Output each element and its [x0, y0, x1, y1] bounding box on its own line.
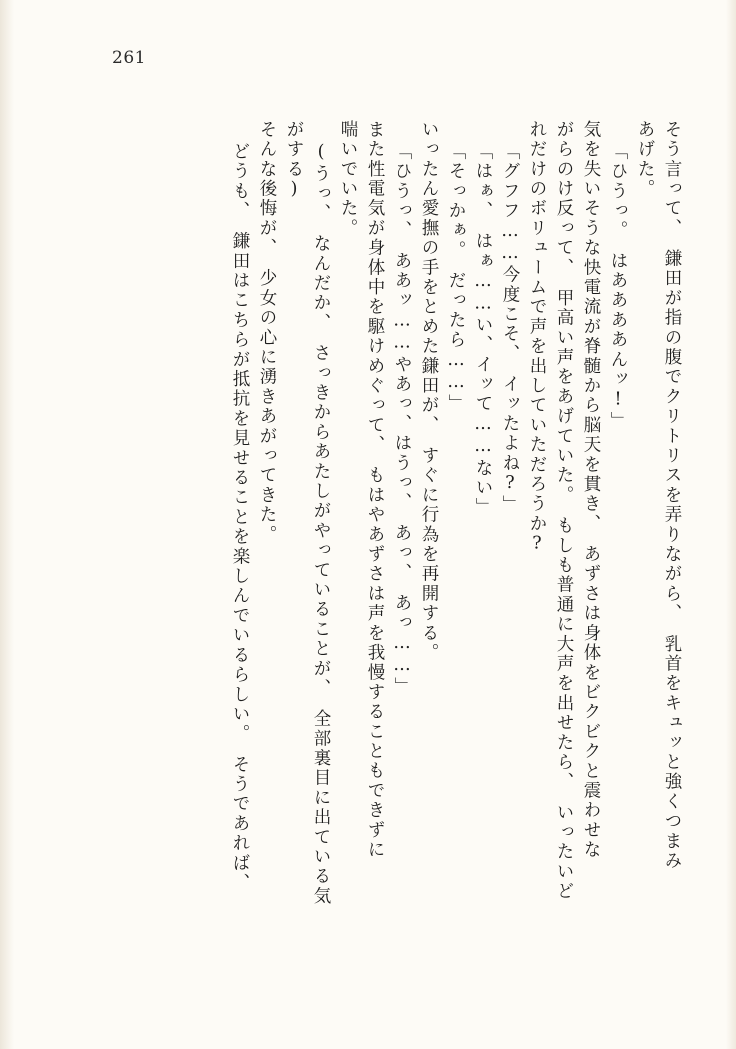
text-column: 「ひうっ。 はああああんッ!」 — [608, 142, 628, 432]
text-column: れだけのボリュームで声を出していただろうか? — [527, 120, 547, 556]
text-column: 気を失いそうな快電流が脊髄から脳天を貫き、 あずさは身体をビクビクと震わせな — [581, 120, 601, 860]
text-column: いったん愛撫の手をとめた鎌田が、 すぐに行為を再開する。 — [419, 120, 439, 663]
text-column: 「はぁ、 はぁ……い、イッて……ない」 — [473, 142, 493, 518]
text-column: 「ひうっ、 ああッ……やあっ、はうっ、 あっ、 あっ……」 — [392, 142, 412, 698]
text-column: 喘いでいた。 — [338, 120, 358, 239]
text-column: あげた。 — [635, 120, 655, 199]
text-column: 「そっかぁ。 だったら……」 — [446, 142, 466, 415]
text-column: 「グフフ……今度こそ、 イッたよね?」 — [500, 142, 520, 516]
text-column: また性電気が身体中を駆けめぐって、 もはやあずさは声を我慢することもできずに — [365, 120, 385, 860]
page-number: 261 — [112, 48, 146, 68]
text-column: そう言って、 鎌田が指の腹でクリトリスを弄りながら、 乳首をキュッと強くつまみ — [662, 120, 682, 871]
vertical-text-block — [221, 120, 680, 970]
text-column: がする) — [284, 120, 304, 202]
text-column: (うっ、 なんだか、 さっきからあたしがやっていることが、 全部裏目に出ている気 — [311, 142, 331, 907]
text-column: がらのけ反って、 甲高い声をあげていた。 もしも普通に大声を出せたら、 いったいど — [554, 120, 574, 902]
text-column: そんな後悔が、 少女の心に湧きあがってきた。 — [257, 120, 277, 545]
text-column: どうも、 鎌田はこちらが抵抗を見せることを楽しんでいるらしい。 そうであれば、 — [230, 142, 250, 893]
